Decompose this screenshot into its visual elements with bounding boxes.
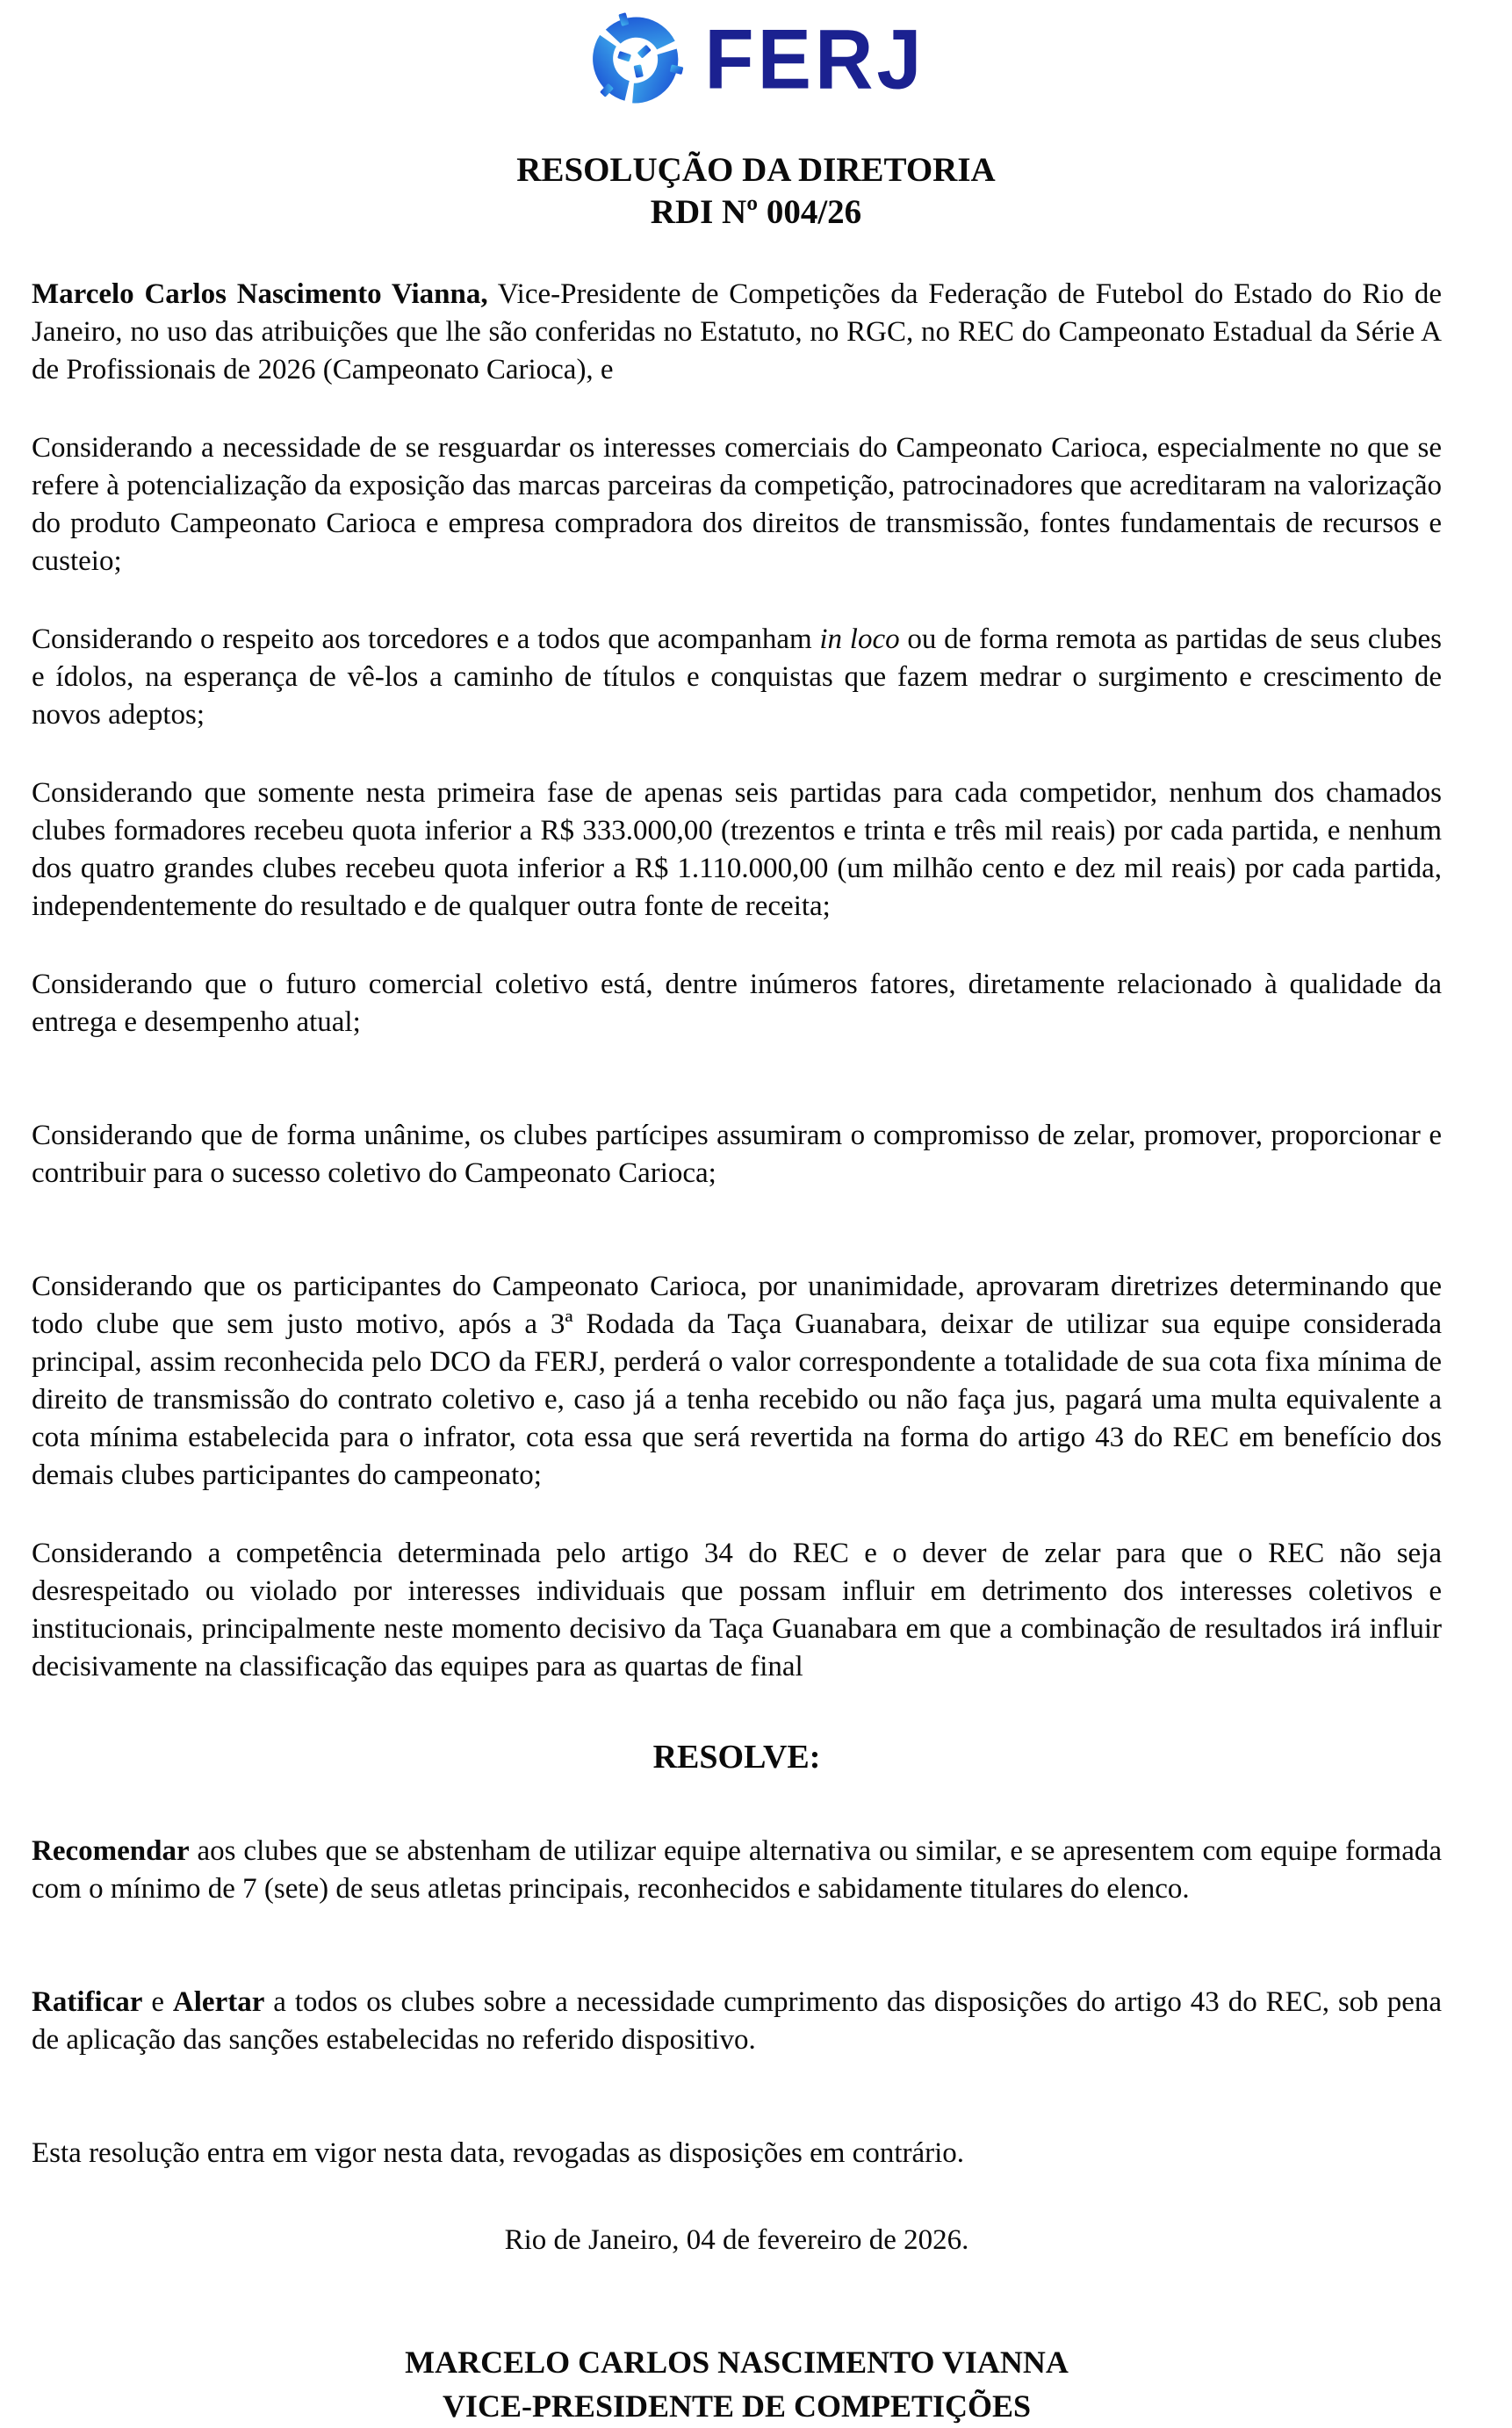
signature-name: MARCELO CARLOS NASCIMENTO VIANNA xyxy=(405,2345,1069,2380)
paragraph-considerando-6: Considerando que os participantes do Campeonato Carioca, por unanimidade, aprovaram diretrizes determinando que todo clube que sem justo motivo, após a 3ª Rodada da Taça Guanabara, deixar de utilizar sua equipe considerada principal, assim reconhecida pelo DCO da FERJ, perderá o valor correspondente a totalidade de sua cota fixa mínima de direito de transmissão do contrato coletivo e, caso já a tenha recebido ou não faça jus, pagará uma multa equivalente a cota mínima estabelecida para o infrator, cota essa que será revertida na forma do artigo 43 do REC em benefício dos demais clubes participantes do campeonato; xyxy=(32,1271,1442,1491)
paragraph-ratificar: Ratificar e Alertar a todos os clubes sobre a necessidade cumprimento das disposições do artigo 43 do REC, sob pena de aplicação das sanções estabelecidas no referido dispositivo. xyxy=(32,1986,1442,2056)
brand-wordmark: FERJ xyxy=(704,12,925,107)
document-body xyxy=(0,234,1512,2428)
paragraph-considerando-5: Considerando que de forma unânime, os clubes partícipes assumiram o compromisso de zelar, promover, proporcionar e contribuir para o sucesso coletivo do Campeonato Carioca; xyxy=(32,1120,1442,1189)
date-line: Rio de Janeiro, 04 de fevereiro de 2026. xyxy=(504,2224,969,2256)
paragraph-preamble: Marcelo Carlos Nascimento Vianna, Vice-Presidente de Competições da Federação de Futebol do Estado do Rio de Janeiro, no uso das atribuições que lhe são conferidas no Estatuto, no RGC, no REC do Campeonato Estadual da Série A de Profissionais de 2026 (Campeonato Carioca), e xyxy=(32,278,1442,385)
title-line-2: RDI Nº 004/26 xyxy=(650,193,862,231)
title-line-1: RESOLUÇÃO DA DIRETORIA xyxy=(516,151,996,189)
ferj-logo xyxy=(0,0,1512,114)
paragraph-recomendar: Recomendar aos clubes que se abstenham de utilizar equipe alternativa ou similar, e se apresentem com equipe formada com o mínimo de 7 (sete) de seus atletas principais, reconhecidos e sabidamente titulares do elenco. xyxy=(32,1835,1442,1905)
signature-block xyxy=(32,2340,1442,2428)
document-title xyxy=(0,149,1512,234)
paragraph-considerando-7: Considerando a competência determinada pelo artigo 34 do REC e o dever de zelar para que o REC não seja desrespeitado ou violado por interesses individuais que possam influir em detrimento dos interesses coletivos e institucionais, principalmente neste momento decisivo da Taça Guanabara em que a combinação de resultados irá influir decisivamente na classificação das equipes para as quartas de final xyxy=(32,1538,1442,1682)
paragraph-considerando-1: Considerando a necessidade de se resguardar os interesses comerciais do Campeonato Carioca, especialmente no que se refere à potencialização da exposição das marcas parceiras da competição, patrocinadores que acreditaram na valorização do produto Campeonato Carioca e empresa compradora dos direitos de transmissão, fontes fundamentais de recursos e custeio; xyxy=(32,432,1442,577)
paragraph-considerando-3: Considerando que somente nesta primeira fase de apenas seis partidas para cada competidor, nenhum dos chamados clubes formadores recebeu quota inferior a R$ 333.000,00 (trezentos e trinta e três mil reais) por cada partida, e nenhum dos quatro grandes clubes recebeu quota inferior a R$ 1.110.000,00 (um milhão cento e dez mil reais) por cada partida, independentemente do resultado e de qualquer outra fonte de receita; xyxy=(32,777,1442,922)
paragraph-vigencia: Esta resolução entra em vigor nesta data, revogadas as disposições em contrário. xyxy=(32,2137,965,2169)
signature-role: VICE-PRESIDENTE DE COMPETIÇÕES xyxy=(442,2388,1032,2424)
paragraph-considerando-4: Considerando que o futuro comercial coletivo está, dentre inúmeros fatores, diretamente relacionado à qualidade da entrega e desempenho atual; xyxy=(32,969,1442,1038)
paragraph-considerando-2: Considerando o respeito aos torcedores e a todos que acompanham in loco ou de forma remota as partidas de seus clubes e ídolos, na esperança de vê-los a caminho de títulos e conquistas que fazem medrar o surgimento e crescimento de novos adeptos; xyxy=(32,623,1442,731)
ferj-ball-icon xyxy=(587,11,685,109)
resolve-heading: RESOLVE: xyxy=(652,1739,821,1776)
